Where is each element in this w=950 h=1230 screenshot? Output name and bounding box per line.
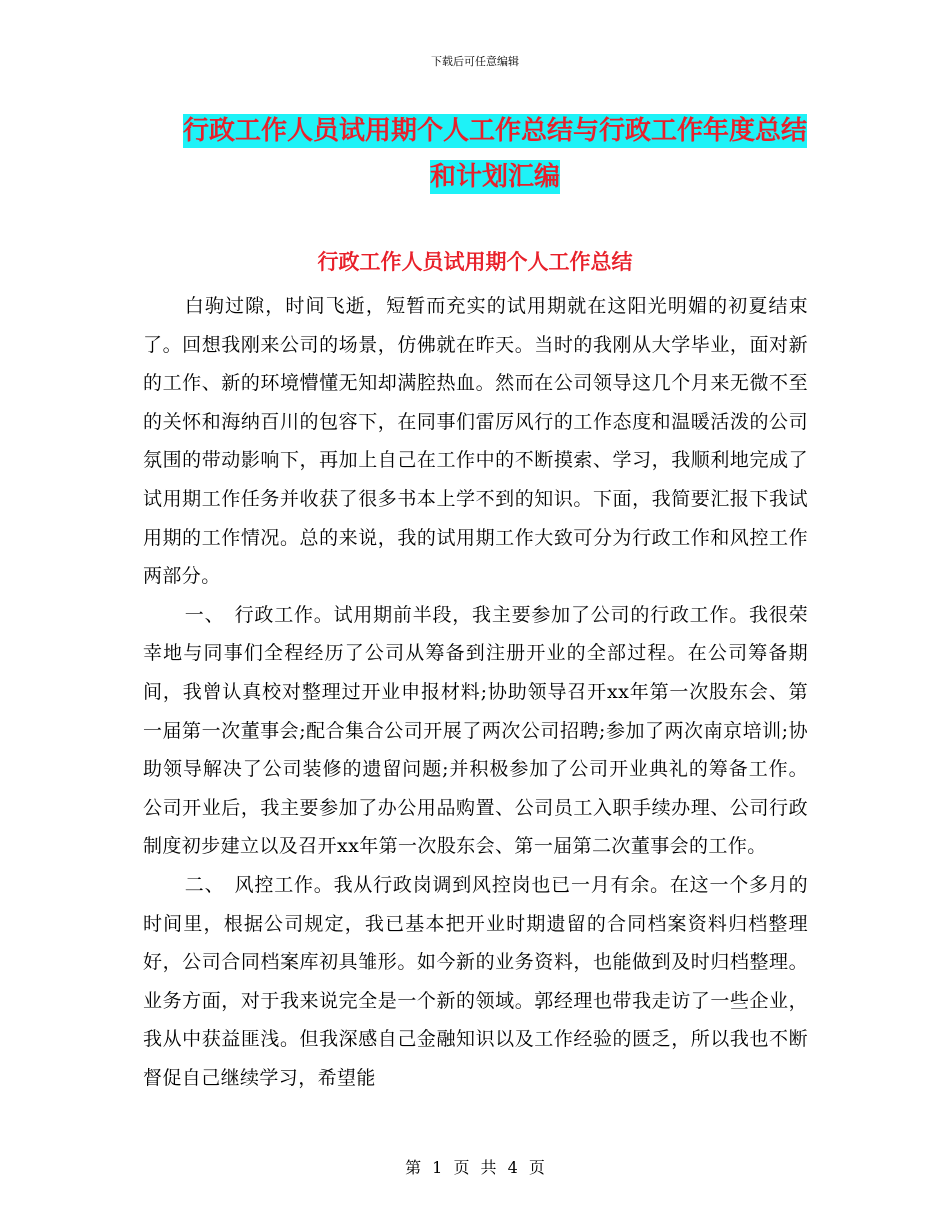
- page-number-footer: 第 1 页 共 4 页: [405, 1158, 545, 1177]
- paragraph: 一、 行政工作。试用期前半段，我主要参加了公司的行政工作。我很荣幸地与同事们全程经历了公司从筹备到注册开业的全部过程。在公司筹备期间，我曾认真校对整理过开业申报材料;协助领导召开xx年第一次股东会、第一届第一次董事会;配合集合公司开展了两次公司招聘;参加了两次南京培训;协助领导解决了公司装修的遗留问题;并积极参加了公司开业典礼的筹备工作。公司开业后，我主要参加了办公用品购置、公司员工入职手续办理、公司行政制度初步建立以及召开xx年第一次股东会、第一届第二次董事会的工作。: [143, 603, 808, 858]
- document-title-text: 行政工作人员试用期个人工作总结与行政工作年度总结和计划汇编: [182, 116, 807, 192]
- header-note: 下载后可任意编辑: [431, 55, 519, 68]
- section-title: 行政工作人员试用期个人工作总结: [317, 250, 633, 274]
- document-body: [143, 287, 808, 1097]
- paragraph: 二、 风控工作。我从行政岗调到风控岗也已一月有余。在这一个多月的时间里，根据公司规定，我已基本把开业时期遗留的合同档案资料归档整理好，公司合同档案库初具雏形。如今新的业务资料，也能做到及时归档整理。业务方面，对于我来说完全是一个新的领域。郭经理也带我走访了一些企业，我从中获益匪浅。但我深感自己金融知识以及工作经验的匮乏，所以我也不断督促自己继续学习，希望能: [143, 873, 808, 1089]
- paragraph: 白驹过隙，时间飞逝，短暂而充实的试用期就在这阳光明媚的初夏结束了。回想我刚来公司的场景，仿佛就在昨天。当时的我刚从大学毕业，面对新的工作、新的环境懵懂无知却满腔热血。然而在公司领导这几个月来无微不至的关怀和海纳百川的包容下，在同事们雷厉风行的工作态度和温暖活泼的公司氛围的带动影响下，再加上自己在工作中的不断摸索、学习，我顺利地完成了试用期工作任务并收获了很多书本上学不到的知识。下面，我简要汇报下我试用期的工作情况。总的来说，我的试用期工作大致可分为行政工作和风控工作两部分。: [143, 295, 808, 588]
- document-title: [175, 108, 815, 200]
